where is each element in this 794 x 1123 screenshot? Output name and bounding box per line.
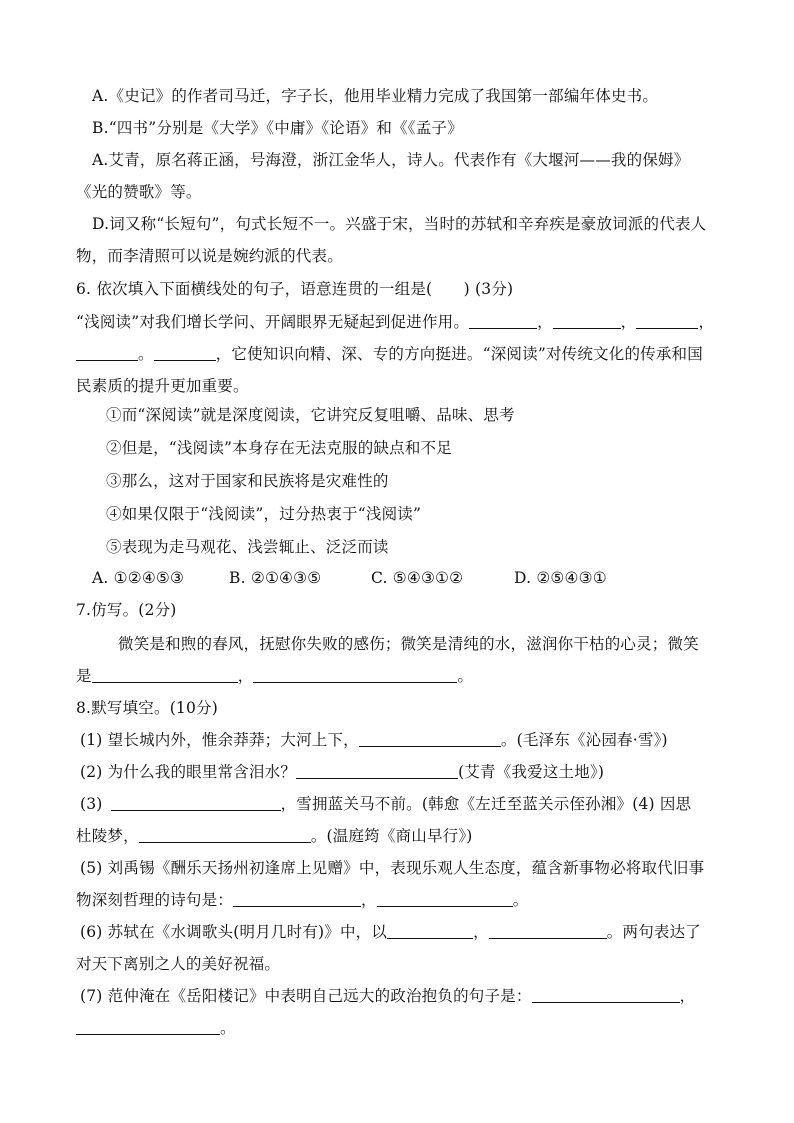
q7-prefix: 是 [76, 667, 92, 685]
q7-line2 [76, 666, 473, 686]
q6-item-2: ②但是，“浅阅读”本身存在无法克服的缺点和不足 [106, 439, 452, 457]
q8-item-6-line2: 对天下离别之人的美好祝福。 [76, 955, 281, 973]
q8-item-7-line2 [76, 1018, 236, 1038]
comma: ， [537, 313, 553, 331]
q5-option-a: A.《史记》的作者司马迁，字子长，他用毕业精力完成了我国第一部编年体史书。 [92, 87, 659, 105]
q8-item-6-text: (6) 苏轼在《水调歌头(明月几时有)》中，以 [80, 923, 388, 941]
q6-choice-c[interactable]: C. ⑤④③①② [371, 569, 464, 587]
q6-item-1: ①而“深阅读”就是深度阅读，它讲究反复咀嚼、品味、思考 [106, 406, 515, 424]
q8-item-1 [80, 730, 668, 750]
q8-item-3 [80, 794, 691, 814]
q8-item-1-source: 。(毛泽东《沁园春·雪》) [500, 731, 668, 749]
q6-item-5: ⑤表现为走马观花、浅尝辄止、泛泛而读 [106, 538, 389, 556]
comma: ， [473, 923, 489, 941]
q8-item-1-text: (1) 望长城内外，惟余莽莽；大河上下， [80, 731, 359, 749]
q8-blank-7b[interactable] [76, 1018, 220, 1035]
q8-item-2 [80, 762, 604, 782]
q7-line1: 微笑是和煦的春风，抚慰你失败的感伤；微笑是清纯的水，滋润你干枯的心灵；微笑 [118, 635, 699, 653]
comma: ， [679, 987, 696, 1005]
q8-blank-5b[interactable] [377, 890, 513, 907]
q6-choice-a[interactable]: A. ①②④⑤③ [92, 569, 185, 587]
q7-blank-1[interactable] [92, 666, 238, 683]
q8-item-2-source: (艾青《我爱这土地》) [458, 763, 605, 781]
comma: ， [620, 313, 637, 331]
comma: ， [698, 313, 715, 331]
q8-item-5-line1: (5) 刘禹锡《酬乐天扬州初逢席上见赠》中，表现乐观人生态度，蕴含新事物必将取代旧事 [80, 859, 705, 877]
q6-blank-4[interactable] [76, 344, 138, 361]
q6-blank-5[interactable] [154, 344, 216, 361]
q6-choice-b[interactable]: B. ②①④③⑤ [229, 569, 322, 587]
q6-blank-2[interactable] [553, 312, 621, 329]
q6-blank-3[interactable] [636, 312, 698, 329]
period: 。 [138, 345, 154, 363]
q6-passage-text-a: “浅阅读”对我们增长学问、开阔眼界无疑起到促进作用。 [76, 313, 470, 331]
q8-title: 8.默写填空。(10分) [76, 699, 219, 717]
period: 。 [220, 1019, 236, 1037]
q8-blank-2[interactable] [296, 762, 458, 779]
q8-item-5-text: 物深刻哲理的诗句是： [76, 891, 234, 909]
q8-item-3-text: ，雪拥蓝关马不前。(韩愈《左迁至蓝关示侄孙湘》(4) 因思 [280, 795, 692, 813]
q6-passage-line1 [76, 312, 714, 332]
q8-blank-6a[interactable] [387, 922, 473, 939]
q5-option-b: B.“四书”分别是《大学》《中庸》《论语》和《《孟子》 [92, 119, 463, 137]
q5-option-d-line1: D.词又称“长短句”，句式长短不一。兴盛于宋，当时的苏轼和辛弃疾是豪放词派的代表人 [92, 215, 707, 233]
q8-blank-7a[interactable] [532, 986, 680, 1003]
q8-blank-5a[interactable] [233, 890, 361, 907]
q8-item-3-label: (3) [80, 795, 103, 813]
q8-blank-6b[interactable] [489, 922, 607, 939]
q6-passage-text-b: ，它使知识向精、深、专的方向挺进。“深阅读”对传统文化的传承和国 [215, 345, 703, 363]
q6-passage-line3: 民素质的提升更加重要。 [76, 377, 249, 395]
q5-option-d-line2: 物，而李清照可以说是婉约派的代表。 [76, 247, 343, 265]
q6-blank-1[interactable] [469, 312, 537, 329]
q8-item-2-text: (2) 为什么我的眼里常含泪水？ [80, 763, 297, 781]
q8-item-5-line2 [76, 890, 528, 910]
q7-blank-2[interactable] [253, 666, 457, 683]
q6-item-4: ④如果仅限于“浅阅读”，过分热衷于“浅阅读” [106, 505, 422, 523]
q6-item-3: ③那么，这对于国家和民族将是灾难性的 [106, 472, 389, 490]
q7-title: 7.仿写。(2分) [76, 601, 177, 619]
q5-option-c-line2: 《光的赞歌》等。 [76, 183, 202, 201]
q8-item-6-tail: 。两句表达了 [606, 923, 701, 941]
q8-item-4-cont [76, 826, 473, 846]
comma: ， [361, 891, 377, 909]
q6-passage-line2 [76, 344, 703, 364]
comma: ， [237, 667, 254, 685]
q8-blank-1[interactable] [359, 730, 501, 747]
q8-blank-3[interactable] [111, 794, 281, 811]
q8-item-4-source: 。(温庭筠《商山早行》) [310, 827, 473, 845]
q6-title: 6. 依次填入下面横线处的句子，语意连贯的一组是( ) (3分) [76, 280, 514, 298]
q8-item-4-text: 杜陵梦， [76, 827, 139, 845]
period: 。 [457, 667, 474, 685]
period: 。 [512, 891, 529, 909]
q8-item-7-text: (7) 范仲淹在《岳阳楼记》中表明自己远大的政治抱负的句子是： [80, 987, 532, 1005]
q8-item-6-line1 [80, 922, 701, 942]
q5-option-c-line1: A.艾青，原名蒋正涵，号海澄，浙江金华人，诗人。代表作有《大堰河——我的保姆》 [92, 151, 690, 169]
q6-choice-d[interactable]: D. ②⑤④③① [514, 569, 607, 587]
q8-item-7-line1 [80, 986, 695, 1006]
q8-blank-4[interactable] [139, 826, 311, 843]
